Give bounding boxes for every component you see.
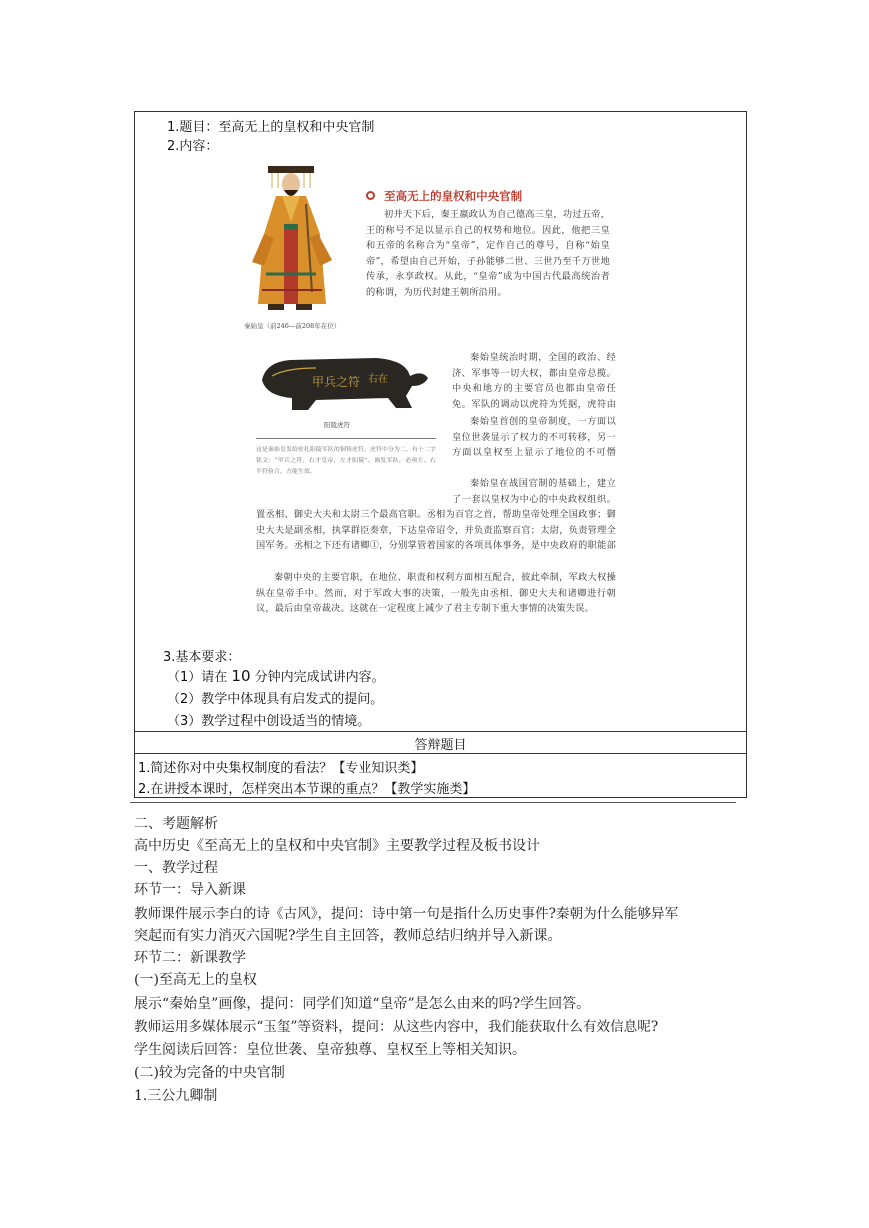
body-line: 环节一：导入新课 [134,882,246,898]
requirement-2: （2）教学中体现具有启发式的提问。 [167,692,384,707]
caption-divider [256,438,436,439]
tiger-tally-image [256,350,432,416]
qa-item-2: 2.在讲授本课时，怎样突出本节课的重点？【教学实施类】 [138,782,476,797]
body-line: 展示“秦始皇”画像，提问：同学们知道“皇帝”是怎么由来的吗?学生回答。 [134,996,591,1012]
paragraph-emperor-title: 初并天下后，秦王嬴政认为自己德高三皇，功过五帝，王的称号不足以显示自己的权势和地位。因此，他把三皇和五帝的名称合为“皇帝”，定作自己的尊号，自称“始皇帝”，希望由自己开始，子孙能够二世、三世乃至千万世地传承，永享政权。从此，“皇帝”成为中国古代最高统治者的称谓，为历代封建王朝所沿用。 [366,209,610,298]
paragraph-power: 秦始皇统治时期，全国的政治、经济、军事等一切大权，都由皇帝总揽。中央和地方的主要官员也都由皇帝任免。军队的调动以虎符为凭据，虎符由 [452,352,616,410]
body-line: 1.三公九卿制 [134,1088,218,1104]
tiger-caption: 阳陵虎符 [324,421,350,429]
body-line: 环节二：新课教学 [134,950,246,966]
requirements-label: 3.基本要求： [163,650,241,665]
content-label: 2.内容： [167,139,219,154]
paragraph-officials-start: 秦始皇在战国官制的基础上，建立了一套以皇权为中心的中央政权组织。 [452,478,616,505]
requirement-1: （1）请在 10 分钟内完成试讲内容。 [167,667,385,685]
paragraph-officials: 置丞相、御史大夫和太尉三个最高官职。丞相为百官之首，帮助皇帝处理全国政事；御史大夫是副丞相，执掌群臣奏章，下达皇帝诏令，并负责监察百官；太尉，负责管理全国军务。丞相之下还有诸卿①，分别掌管着国家的各项具体事务，是中央政府的职能部 [256,509,616,552]
qa-header: 答辩题目 [414,738,467,753]
paragraph-balance: 秦朝中央的主要官职，在地位、职责和权利方面相互配合，彼此牵制，军政大权操纵在皇帝手中。然而，对于军政大事的决策，一般先由丞相、御史大夫和诸卿进行朝议，最后由皇帝裁决。这就在一定程度上减少了君主专制下重大事情的决策失误。 [256,572,616,615]
body-line: 教师课件展示李白的诗《古风》，提问：诗中第一句是指什么历史事件?秦朝为什么能够异军 [134,906,679,922]
qa-item-1: 1.简述你对中央集权制度的看法？【专业知识类】 [138,761,424,776]
emperor-caption: 秦始皇（前246—前208年在位） [244,322,341,330]
requirement-3: （3）教学过程中创设适当的情境。 [167,714,371,729]
body-line: 教师运用多媒体展示“玉玺”等资料，提问：从这些内容中，我们能获取什么有效信息呢? [134,1019,659,1035]
paragraph-system: 秦始皇首创的皇帝制度，一方面以皇位世袭显示了权力的不可转移，另一方面以皇权至上显示了地位的不可僭 [452,416,616,459]
body-line: 二、考题解析 [134,816,218,832]
body-line: (一)至高无上的皇权 [134,972,257,988]
body-line: 学生阅读后回答：皇位世袭、皇帝独尊、皇权至上等相关知识。 [134,1042,526,1058]
table-divider [135,753,746,754]
question-title: 1.题目：至高无上的皇权和中央官制 [167,120,375,135]
section-heading: 至高无上的皇权和中央官制 [366,185,522,204]
body-line: 高中历史《至高无上的皇权和中央官制》主要教学过程及板书设计 [134,838,540,854]
body-line: 突起而有实力消灭六国呢?学生自主回答，教师总结归纳并导入新课。 [134,928,562,944]
tiger-note: 这是秦始皇发给驻扎阳陵军队的铜铸虎符。虎符中分为二，有十二字铭文：“甲兵之符，右才皇帝，左才阳陵”。调发军队，必须左、右半符验合，方能生效。 [256,447,436,475]
body-line: (二)较为完备的中央官制 [134,1065,285,1081]
svg-text:甲兵之符: 甲兵之符 [312,375,361,389]
section-separator [130,802,736,803]
target-circle-icon [366,191,375,200]
table-divider [135,731,746,732]
svg-text:右在: 右在 [368,374,388,385]
body-line: 一、教学过程 [134,860,218,876]
emperor-portrait [246,164,344,316]
textbook-page-image [238,158,618,623]
